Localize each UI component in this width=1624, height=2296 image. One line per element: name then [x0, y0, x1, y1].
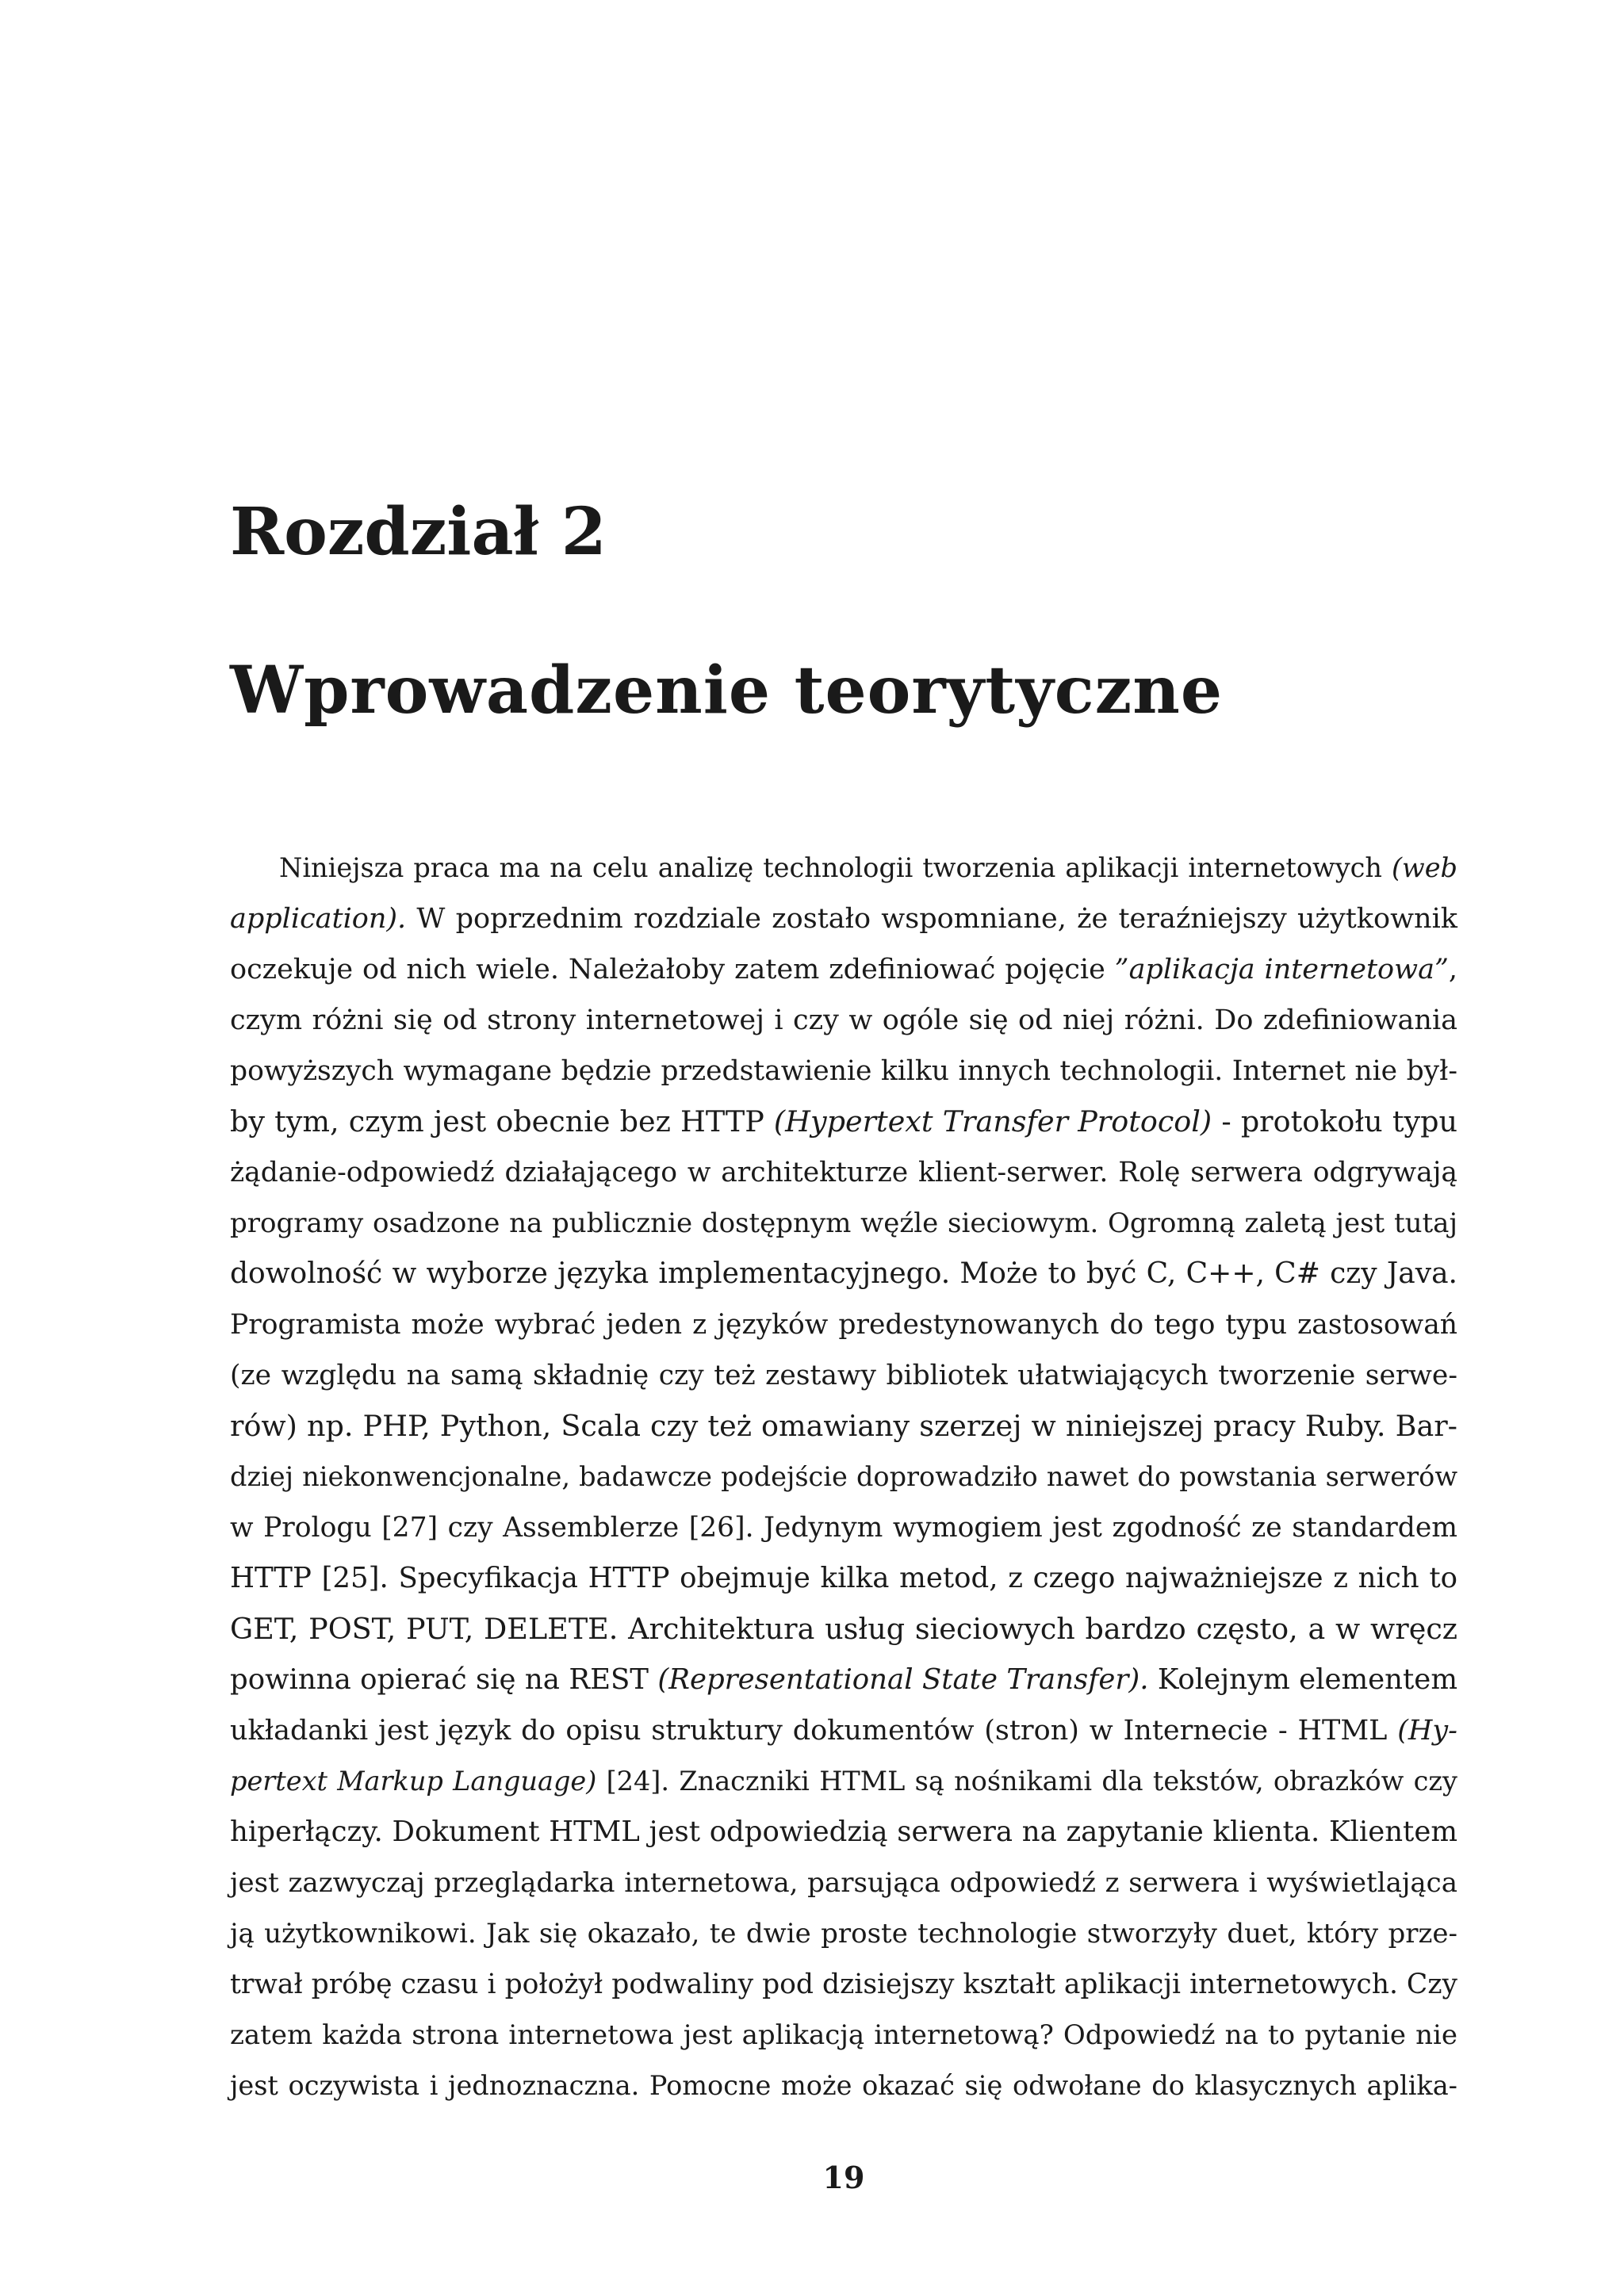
chapter-title: Wprowadzenie teorytyczne — [230, 652, 1223, 729]
text-run: Kolejnym elementem — [1148, 1663, 1457, 1696]
text-line — [230, 1299, 1457, 1350]
page-number: 19 — [822, 2160, 865, 2195]
italic-term: (Hypertext Transfer Protocol) — [773, 1104, 1212, 1138]
text-run: HTTP [25]. Specyfikacja HTTP obejmuje kilka metod, z czego najważniejsze z nich to — [230, 1562, 1457, 1594]
text-line — [230, 1198, 1457, 1249]
text-run: w Prologu [27] czy Assemblerze [26]. Jedynym wymogiem jest zgodność ze standardem — [230, 1512, 1457, 1544]
text-run: dowolność w wyborze języka implementacyjnego. Może to być C, C++, C# czy Java. — [230, 1257, 1457, 1290]
text-run: jest oczywista i jednoznaczna. Pomocne może okazać się odwołane do klasycznych aplika- — [230, 2070, 1457, 2101]
text-run: układanki jest język do opisu struktury dokumentów (stron) w Internecie - HTML — [230, 1715, 1398, 1747]
chapter-label: Rozdział 2 — [230, 494, 607, 570]
italic-term: (Hy- — [1397, 1715, 1457, 1747]
text-line — [230, 1350, 1457, 1401]
text-line — [230, 1046, 1457, 1096]
text-run: Niniejsza praca ma na celu analizę technologii tworzenia aplikacji internetowych — [279, 852, 1392, 883]
text-line — [230, 2061, 1457, 2111]
text-line — [230, 1502, 1457, 1553]
text-line — [230, 1096, 1457, 1147]
text-run: trwał próbę czasu i położył podwaliny pod dzisiejszy kształt aplikacji internetowych. Czy — [230, 1969, 1457, 2000]
text-line — [230, 1655, 1457, 1705]
text-run: GET, POST, PUT, DELETE. Architektura usług sieciowych bardzo często, a w wręcz — [230, 1612, 1457, 1646]
text-run: dziej niekonwencjonalne, badawcze podejście doprowadziło nawet do powstania serwerów — [230, 1461, 1457, 1492]
text-run: powyższych wymagane będzie przedstawienie kilku innych technologii. Internet nie był- — [230, 1055, 1457, 1087]
text-run: W poprzednim rozdziale zostało wspomniane, że teraźniejszy użytkownik — [406, 903, 1457, 935]
text-run: - protokołu typu — [1212, 1104, 1457, 1138]
italic-term: application). — [230, 903, 407, 935]
italic-term: (web — [1391, 852, 1457, 883]
text-line — [230, 1553, 1457, 1604]
text-line — [230, 1401, 1457, 1452]
text-line — [230, 1807, 1457, 1858]
text-run: , — [1448, 954, 1457, 985]
text-run: (ze względu na samą składnię czy też zestawy bibliotek ułatwiających tworzenie serwe- — [230, 1360, 1457, 1391]
italic-term: (Representational State Transfer). — [657, 1663, 1149, 1696]
text-line — [230, 843, 1457, 894]
text-run: [24]. Znaczniki HTML są nośnikami dla tekstów, obrazków czy — [596, 1766, 1457, 1797]
text-run: czym różni się od strony internetowej i czy w ogóle się od niej różni. Do zdefiniowania — [230, 1004, 1457, 1036]
text-run: powinna opierać się na REST — [230, 1663, 658, 1696]
text-line — [230, 1604, 1457, 1655]
text-line — [230, 1452, 1457, 1502]
text-run: jest zazwyczaj przeglądarka internetowa, parsująca odpowiedź z serwera i wyświetlająca — [230, 1867, 1457, 1899]
text-line — [230, 1249, 1457, 1299]
text-run: by tym, czym jest obecnie bez HTTP — [230, 1104, 774, 1138]
text-run: Programista może wybrać jeden z języków predestynowanych do tego typu zastosowań — [230, 1309, 1457, 1341]
text-line — [230, 1147, 1457, 1198]
text-run: oczekuje od nich wiele. Należałoby zatem zdefiniować pojęcie — [230, 954, 1115, 985]
text-run: programy osadzone na publicznie dostępnym węźle sieciowym. Ogromną zaletą jest tutaj — [230, 1207, 1457, 1239]
text-run: hiperłączy. Dokument HTML jest odpowiedzią serwera na zapytanie klienta. Klientem — [230, 1816, 1457, 1848]
text-line — [230, 1959, 1457, 2010]
text-run: ją użytkownikowi. Jak się okazało, te dwie proste technologie stworzyły duet, który prze- — [230, 1918, 1457, 1950]
text-line — [230, 1858, 1457, 1908]
text-run: zatem każda strona internetowa jest aplikacją internetową? Odpowiedź na to pytanie nie — [230, 2019, 1457, 2051]
text-line — [230, 944, 1457, 995]
text-line — [230, 1756, 1457, 1807]
text-run: żądanie-odpowiedź działającego w architekturze klient-serwer. Rolę serwera odgrywają — [230, 1157, 1457, 1188]
text-line — [230, 894, 1457, 944]
text-line — [230, 995, 1457, 1046]
text-line — [230, 1705, 1457, 1756]
body-paragraph — [230, 843, 1457, 2111]
italic-term: ”aplikacja internetowa” — [1114, 954, 1449, 985]
text-run: rów) np. PHP, Python, Scala czy też omawiany szerzej w niniejszej pracy Ruby. Bar- — [230, 1409, 1457, 1443]
text-line — [230, 1908, 1457, 1959]
italic-term: pertext Markup Language) — [230, 1766, 597, 1797]
text-line — [230, 2010, 1457, 2061]
